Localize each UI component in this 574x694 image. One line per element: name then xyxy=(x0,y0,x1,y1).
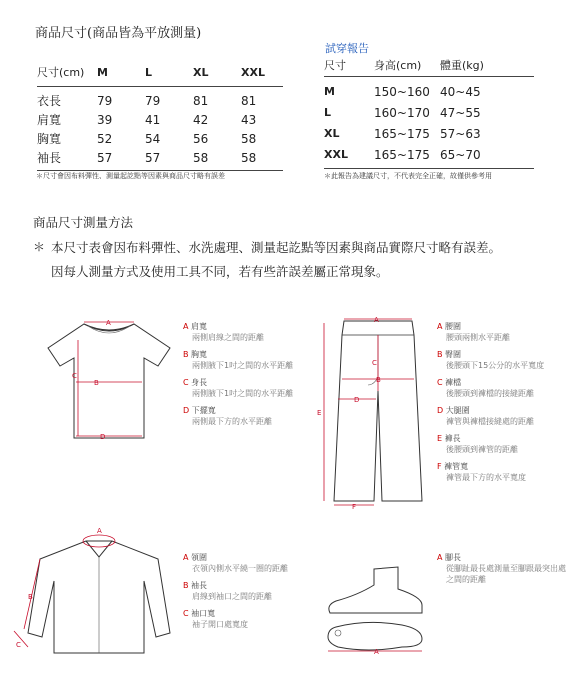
method-bullet: ＊ xyxy=(33,240,46,254)
shirt-diagram xyxy=(8,525,178,655)
legend-name: 肩寬 xyxy=(191,322,208,331)
trial-bottom-rule xyxy=(324,168,534,169)
legend-key: A xyxy=(437,553,443,562)
trial-row-height: 150~160 xyxy=(374,84,430,99)
trial-row-weight: 47~55 xyxy=(440,105,481,120)
size-row xyxy=(37,148,283,167)
shirt-legend-item xyxy=(183,608,313,630)
trial-report-title: 試穿報告 xyxy=(325,42,369,55)
legend-desc: 褲管與褲檔接縫處的距離 xyxy=(446,417,534,426)
legend-key: F xyxy=(437,462,442,471)
pants-diagram xyxy=(314,315,434,515)
legend-name: 臀圍 xyxy=(445,350,462,359)
pants-marker-e: E xyxy=(317,409,322,417)
legend-key: A xyxy=(183,322,189,331)
legend-key: A xyxy=(437,322,443,331)
legend-key: A xyxy=(183,553,189,562)
trial-row-weight: 57~63 xyxy=(440,126,481,141)
tshirt-legend-item xyxy=(183,377,313,399)
shirt-marker-c: C xyxy=(16,641,21,649)
tshirt-marker-b: B xyxy=(94,379,99,387)
size-row-name: 袖長 xyxy=(37,151,62,165)
size-row xyxy=(37,129,283,148)
legend-name: 大腿圍 xyxy=(445,406,470,415)
size-col-l: L xyxy=(145,65,153,79)
size-col-xxl: XXL xyxy=(241,65,265,79)
size-row-value: 52 xyxy=(97,131,113,146)
legend-desc: 後腰頭到褲管的距離 xyxy=(446,445,518,454)
legend-key: B xyxy=(437,350,443,359)
size-row-value: 43 xyxy=(241,112,257,127)
size-header-rule xyxy=(37,86,283,87)
foot-diagram xyxy=(318,555,428,680)
method-title: 商品尺寸測量方法 xyxy=(33,215,134,230)
shirt-marker-a: A xyxy=(97,527,102,535)
trial-header-size: 尺寸 xyxy=(324,59,346,72)
trial-row-height: 160~170 xyxy=(374,105,430,120)
size-header-label: 尺寸(cm) xyxy=(37,66,85,79)
legend-desc: 兩側腋下1吋之間的水平距離 xyxy=(192,361,294,370)
tshirt-legend-item xyxy=(183,321,313,343)
size-row xyxy=(37,91,283,110)
legend-name: 袖長 xyxy=(191,581,208,590)
size-row-value: 39 xyxy=(97,112,113,127)
method-line-1: 本尺寸表會因布料彈性、水洗處理、測量起訖點等因素與商品實際尺寸略有誤差。 xyxy=(51,240,502,255)
pants-legend-item xyxy=(437,405,567,427)
pants-marker-a: A xyxy=(374,316,379,324)
trial-row-weight: 65~70 xyxy=(440,147,481,162)
tshirt-diagram xyxy=(40,312,178,447)
tshirt-legend-item xyxy=(183,405,313,427)
legend-key: D xyxy=(183,406,190,415)
legend-desc: 後腰頭下15公分的水平寬度 xyxy=(446,361,545,370)
legend-name: 領圍 xyxy=(191,553,208,562)
legend-desc: 後腰頭到褲檔的接縫距離 xyxy=(446,389,534,398)
tshirt-legend-item xyxy=(183,349,313,371)
pants-marker-c: C xyxy=(372,359,377,367)
tshirt-marker-a: A xyxy=(106,319,111,327)
shirt-marker-b: B xyxy=(28,593,33,601)
trial-report-note: ＊此報告為建議尺寸，不代表完全正確，故僅供參考用 xyxy=(324,172,492,180)
size-chart-table xyxy=(37,60,283,171)
legend-name: 褲長 xyxy=(444,434,461,443)
legend-desc: 兩側腋下1吋之間的水平距離 xyxy=(192,389,294,398)
legend-desc: 肩線到袖口之間的距離 xyxy=(192,592,272,601)
tshirt-marker-c: C xyxy=(72,372,77,380)
legend-key: E xyxy=(437,434,443,443)
pants-marker-d: D xyxy=(354,396,360,404)
foot-legend xyxy=(437,552,567,591)
trial-row xyxy=(324,102,534,123)
size-row-value: 58 xyxy=(241,131,257,146)
legend-key: D xyxy=(437,406,444,415)
size-row-name: 胸寬 xyxy=(37,132,62,146)
legend-key: C xyxy=(437,378,443,387)
trial-header-weight: 體重(kg) xyxy=(440,59,484,72)
legend-key: B xyxy=(183,350,189,359)
trial-row-size: M xyxy=(324,85,335,98)
shirt-legend xyxy=(183,552,313,636)
legend-name: 下擺寬 xyxy=(191,406,216,415)
tshirt-marker-d: D xyxy=(100,433,106,441)
size-row-value: 54 xyxy=(145,131,161,146)
size-row-value: 42 xyxy=(193,112,209,127)
legend-desc: 從腳趾最長處測量至腳跟最突出處之間的距離 xyxy=(446,564,566,584)
size-row-value: 58 xyxy=(193,150,209,165)
trial-row xyxy=(324,144,534,165)
trial-row xyxy=(324,81,534,102)
legend-name: 腳長 xyxy=(445,553,462,562)
size-row-value: 56 xyxy=(193,131,209,146)
pants-legend-item xyxy=(437,321,567,343)
legend-desc: 兩側最下方的水平距離 xyxy=(192,417,272,426)
shirt-legend-item xyxy=(183,580,313,602)
size-row-value: 81 xyxy=(241,93,257,108)
size-row-value: 81 xyxy=(193,93,209,108)
trial-row-size: XL xyxy=(324,127,340,140)
size-row-value: 57 xyxy=(145,150,161,165)
trial-row-weight: 40~45 xyxy=(440,84,481,99)
legend-name: 褲檔 xyxy=(445,378,462,387)
size-row-value: 41 xyxy=(145,112,161,127)
pants-marker-b: B xyxy=(376,376,381,384)
trial-row-size: L xyxy=(324,106,332,119)
size-row-name: 衣長 xyxy=(37,94,62,108)
size-row-value: 79 xyxy=(97,93,113,108)
trial-row xyxy=(324,123,534,144)
size-row-value: 58 xyxy=(241,150,257,165)
legend-key: C xyxy=(183,609,189,618)
legend-desc: 袖子開口處寬度 xyxy=(192,620,248,629)
legend-name: 腰圍 xyxy=(445,322,462,331)
legend-desc: 兩側肩線之間的距離 xyxy=(192,333,264,342)
size-chart-title: 商品尺寸(商品皆為平放測量) xyxy=(35,26,202,41)
legend-name: 袖口寬 xyxy=(191,609,216,618)
size-row-value: 57 xyxy=(97,150,113,165)
trial-row-height: 165~175 xyxy=(374,126,430,141)
foot-legend-item xyxy=(437,552,567,585)
legend-name: 胸寬 xyxy=(191,350,208,359)
size-row-value: 79 xyxy=(145,93,161,108)
pants-legend-item xyxy=(437,433,567,455)
pants-legend-item xyxy=(437,377,567,399)
legend-name: 身長 xyxy=(191,378,208,387)
size-row-name: 肩寬 xyxy=(37,113,62,127)
shirt-legend-item xyxy=(183,552,313,574)
legend-desc: 衣領內側水平繞一圈的距離 xyxy=(192,564,288,573)
legend-desc: 褲管最下方的水平寬度 xyxy=(446,473,526,482)
trial-report-table xyxy=(324,55,534,169)
size-col-m: M xyxy=(97,65,108,79)
pants-legend xyxy=(437,321,567,489)
tshirt-legend xyxy=(183,321,313,433)
legend-desc: 腰頭兩側水平距離 xyxy=(446,333,510,342)
size-row xyxy=(37,110,283,129)
trial-row-height: 165~175 xyxy=(374,147,430,162)
legend-name: 褲管寬 xyxy=(444,462,469,471)
trial-header-rule xyxy=(324,76,534,77)
trial-row-size: XXL xyxy=(324,148,348,161)
foot-marker-a: A xyxy=(374,648,379,656)
size-chart-note: ＊尺寸會因布料彈性、測量起訖點等因素與商品尺寸略有誤差 xyxy=(36,172,225,180)
pants-marker-f: F xyxy=(352,503,357,511)
method-line-2: 因每人測量方式及使用工具不同，若有些許誤差屬正常現象。 xyxy=(51,264,389,279)
trial-header-height: 身高(cm) xyxy=(374,59,422,72)
pants-legend-item xyxy=(437,461,567,483)
size-col-xl: XL xyxy=(193,65,209,79)
pants-legend-item xyxy=(437,349,567,371)
legend-key: B xyxy=(183,581,189,590)
legend-key: C xyxy=(183,378,189,387)
